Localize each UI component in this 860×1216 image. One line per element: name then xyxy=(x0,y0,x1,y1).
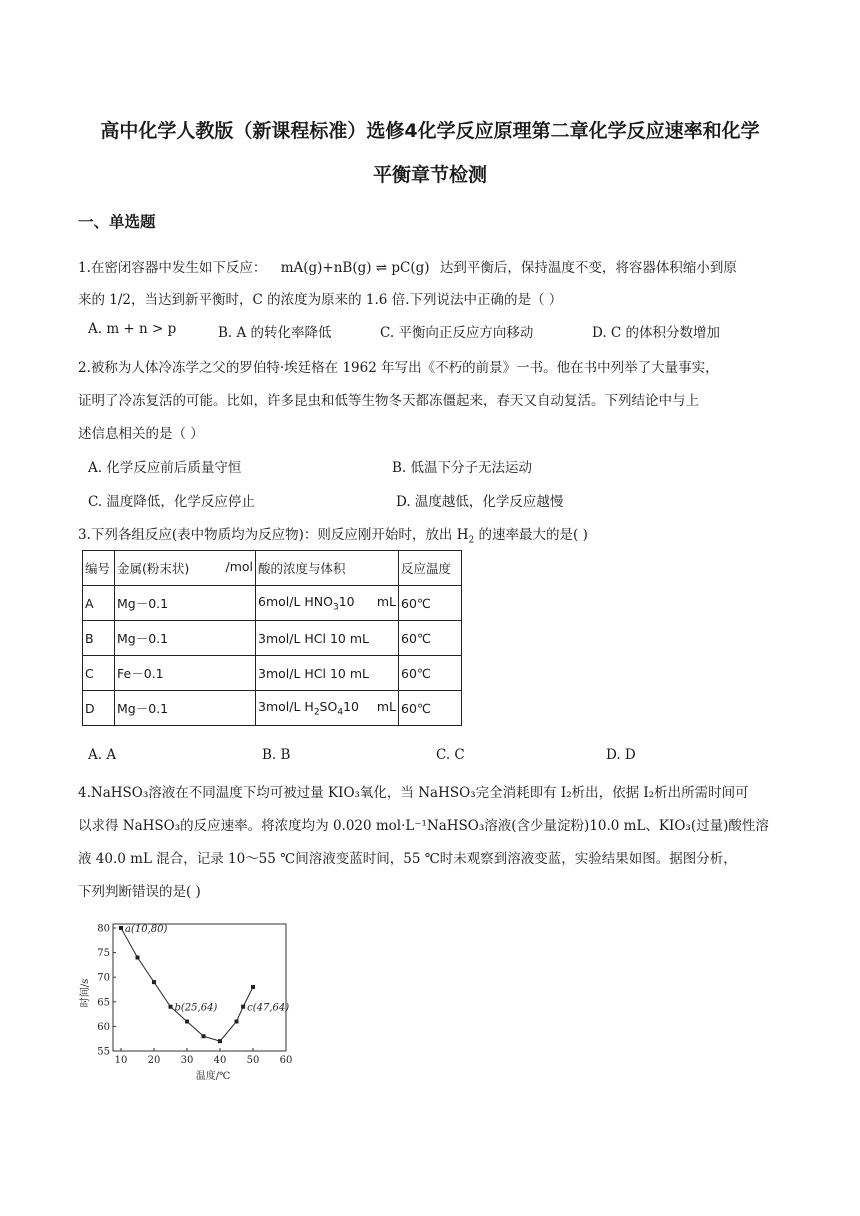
data-point xyxy=(241,1005,245,1009)
header-metal-label: 金属(粉末状) xyxy=(117,561,190,576)
q3-option-b[interactable]: B. B xyxy=(262,747,291,763)
row-temp: 60℃ xyxy=(399,691,462,726)
q1-stem-line2: 来的 1/2，当达到新平衡时，C 的浓度为原来的 1.6 倍.下列说法中正确的是（ ） xyxy=(78,292,563,308)
q3-stem-prefix: 3.下列各组反应(表中物质均为反应物)：则反应刚开始时，放出 H xyxy=(78,527,469,543)
q1-stem-suffix: 达到平衡后，保持温度不变，将容器体积缩小到原 xyxy=(439,260,737,276)
q3-stem-sub: 2 xyxy=(468,535,475,546)
data-point xyxy=(251,985,255,989)
data-point xyxy=(218,1039,222,1043)
chart-ticks xyxy=(97,924,292,1067)
q3-table xyxy=(82,550,462,726)
series-line xyxy=(121,928,253,1041)
row-temp: 60℃ xyxy=(399,621,462,656)
acid-text: 3mol/L H xyxy=(258,698,314,714)
y-tick-label: 65 xyxy=(97,997,110,1009)
q4-chart xyxy=(76,916,296,1086)
table-row xyxy=(83,691,462,726)
table-row xyxy=(83,586,462,621)
data-point xyxy=(202,1034,206,1038)
q2-option-b[interactable]: B. 低温下分子无法运动 xyxy=(392,460,533,476)
acid-sub-2: 4 xyxy=(337,707,344,718)
acid-volume: 10 xyxy=(343,698,359,714)
row-temp: 60℃ xyxy=(399,586,462,621)
q1-option-d[interactable]: D. C 的体积分数增加 xyxy=(592,325,721,341)
data-point xyxy=(152,980,156,984)
data-label: b(25,64) xyxy=(174,1002,218,1014)
doc-title-line1: 高中化学人教版（新课程标准）选修4化学反应原理第二章化学反应速率和化学 xyxy=(100,120,760,142)
row-acid xyxy=(256,586,399,621)
q4-stem-line2: 以求得 NaHSO₃的反应速率。将浓度均为 0.020 mol·L⁻¹NaHSO₃溶液(含少量淀粉)10.0 mL、KIO₃(过量)酸性溶 xyxy=(78,818,769,834)
x-tick-label: 50 xyxy=(246,1055,260,1066)
q1-option-b[interactable]: B. A 的转化率降低 xyxy=(218,325,332,341)
q2-stem-line3: 述信息相关的是（ ） xyxy=(78,426,204,442)
q2-stem-line1: 2.被称为人体冷冻学之父的罗伯特·埃廷格在 1962 年写出《不朽的前景》一书。他在书中列举了大量事实， xyxy=(78,360,719,376)
row-id: A xyxy=(83,586,115,621)
row-metal: Mg－0.1 xyxy=(115,586,256,621)
row-acid: 3mol/L HCl 10 mL xyxy=(256,621,399,656)
row-id: D xyxy=(83,691,115,726)
acid-unit: mL xyxy=(376,698,396,714)
q2-option-d[interactable]: D. 温度越低，化学反应越慢 xyxy=(396,494,564,510)
table-header-row xyxy=(83,551,462,586)
row-metal: Mg－0.1 xyxy=(115,621,256,656)
q1-option-a[interactable]: A. m + n > p xyxy=(88,321,177,337)
header-metal-unit: /mol xyxy=(225,559,253,574)
x-tick-label: 60 xyxy=(279,1055,293,1066)
data-point xyxy=(169,1005,173,1009)
data-point xyxy=(136,956,140,960)
q3-option-a[interactable]: A. A xyxy=(88,747,117,763)
q1-formula: mA(g)+nB(g) ⇌ pC(g) xyxy=(280,260,430,276)
q4-stem-line3: 液 40.0 mL 混合，记录 10～55 ℃间溶液变蓝时间，55 ℃时未观察到溶液变蓝，实验结果如图。据图分析， xyxy=(78,851,737,867)
acid-sub: 2 xyxy=(313,707,320,718)
row-acid xyxy=(256,691,399,726)
x-tick-label: 10 xyxy=(114,1055,128,1066)
q2-option-c[interactable]: C. 温度降低，化学反应停止 xyxy=(88,494,255,510)
x-tick-label: 40 xyxy=(213,1055,227,1066)
header-cell-metal xyxy=(115,551,256,586)
data-label: c(47,64) xyxy=(247,1002,290,1014)
q4-stem-line1: 4.NaHSO₃溶液在不同温度下均可被过量 KIO₃氧化，当 NaHSO₃完全消耗即有 I₂析出，依据 I₂析出所需时间可 xyxy=(78,785,749,801)
row-temp: 60℃ xyxy=(399,656,462,691)
q3-stem-suffix: 的速率最大的是( ) xyxy=(474,527,588,543)
y-tick-label: 55 xyxy=(97,1046,110,1058)
chart-x-axis-label: 温度/℃ xyxy=(195,1071,231,1082)
q1-option-c[interactable]: C. 平衡向正反应方向移动 xyxy=(380,325,534,341)
q4-stem-line4: 下列判断错误的是( ) xyxy=(78,884,201,900)
y-tick-label: 75 xyxy=(97,948,110,960)
acid-unit: mL xyxy=(376,593,396,609)
chart-frame xyxy=(113,924,286,1051)
data-label: a(10,80) xyxy=(125,924,168,935)
q2-option-a[interactable]: A. 化学反应前后质量守恒 xyxy=(88,460,242,476)
acid-text: 6mol/L HNO xyxy=(258,593,333,609)
y-tick-label: 80 xyxy=(97,923,110,935)
table-row xyxy=(83,656,462,691)
chart-series xyxy=(119,924,289,1043)
header-cell-temp: 反应温度 xyxy=(399,551,462,586)
acid-sub: 3 xyxy=(333,602,339,613)
row-id: C xyxy=(83,656,115,691)
row-id: B xyxy=(83,621,115,656)
data-point xyxy=(119,926,123,930)
header-cell-acid: 酸的浓度与体积 xyxy=(256,551,399,586)
chart-y-axis-label: 时间/s xyxy=(80,978,91,1008)
y-tick-label: 70 xyxy=(97,972,110,984)
section-heading: 一、单选题 xyxy=(78,213,156,231)
table-row xyxy=(83,621,462,656)
x-tick-label: 30 xyxy=(180,1055,194,1066)
doc-title-line2: 平衡章节检测 xyxy=(372,164,487,186)
x-tick-label: 20 xyxy=(147,1055,161,1066)
acid-volume: 10 xyxy=(338,593,355,609)
header-cell-id: 编号 xyxy=(83,551,115,586)
data-point xyxy=(185,1019,189,1023)
chart-axes xyxy=(113,924,286,1051)
q3-stem xyxy=(78,523,588,546)
y-tick-label: 60 xyxy=(97,1021,110,1033)
row-acid: 3mol/L HCl 10 mL xyxy=(256,656,399,691)
q2-stem-line2: 证明了冷冻复活的可能。比如，许多昆虫和低等生物冬天都冻僵起来，春天又自动复活。下列结论中与上 xyxy=(78,393,699,409)
data-point xyxy=(235,1019,239,1023)
acid-text-2: SO xyxy=(319,698,338,714)
q3-option-c[interactable]: C. C xyxy=(436,747,465,763)
q1-stem-line1 xyxy=(78,256,737,276)
q3-option-d[interactable]: D. D xyxy=(606,747,636,763)
q1-stem-prefix: 1.在密闭容器中发生如下反应： xyxy=(78,260,267,276)
row-metal: Fe－0.1 xyxy=(115,656,256,691)
row-metal: Mg－0.1 xyxy=(115,691,256,726)
